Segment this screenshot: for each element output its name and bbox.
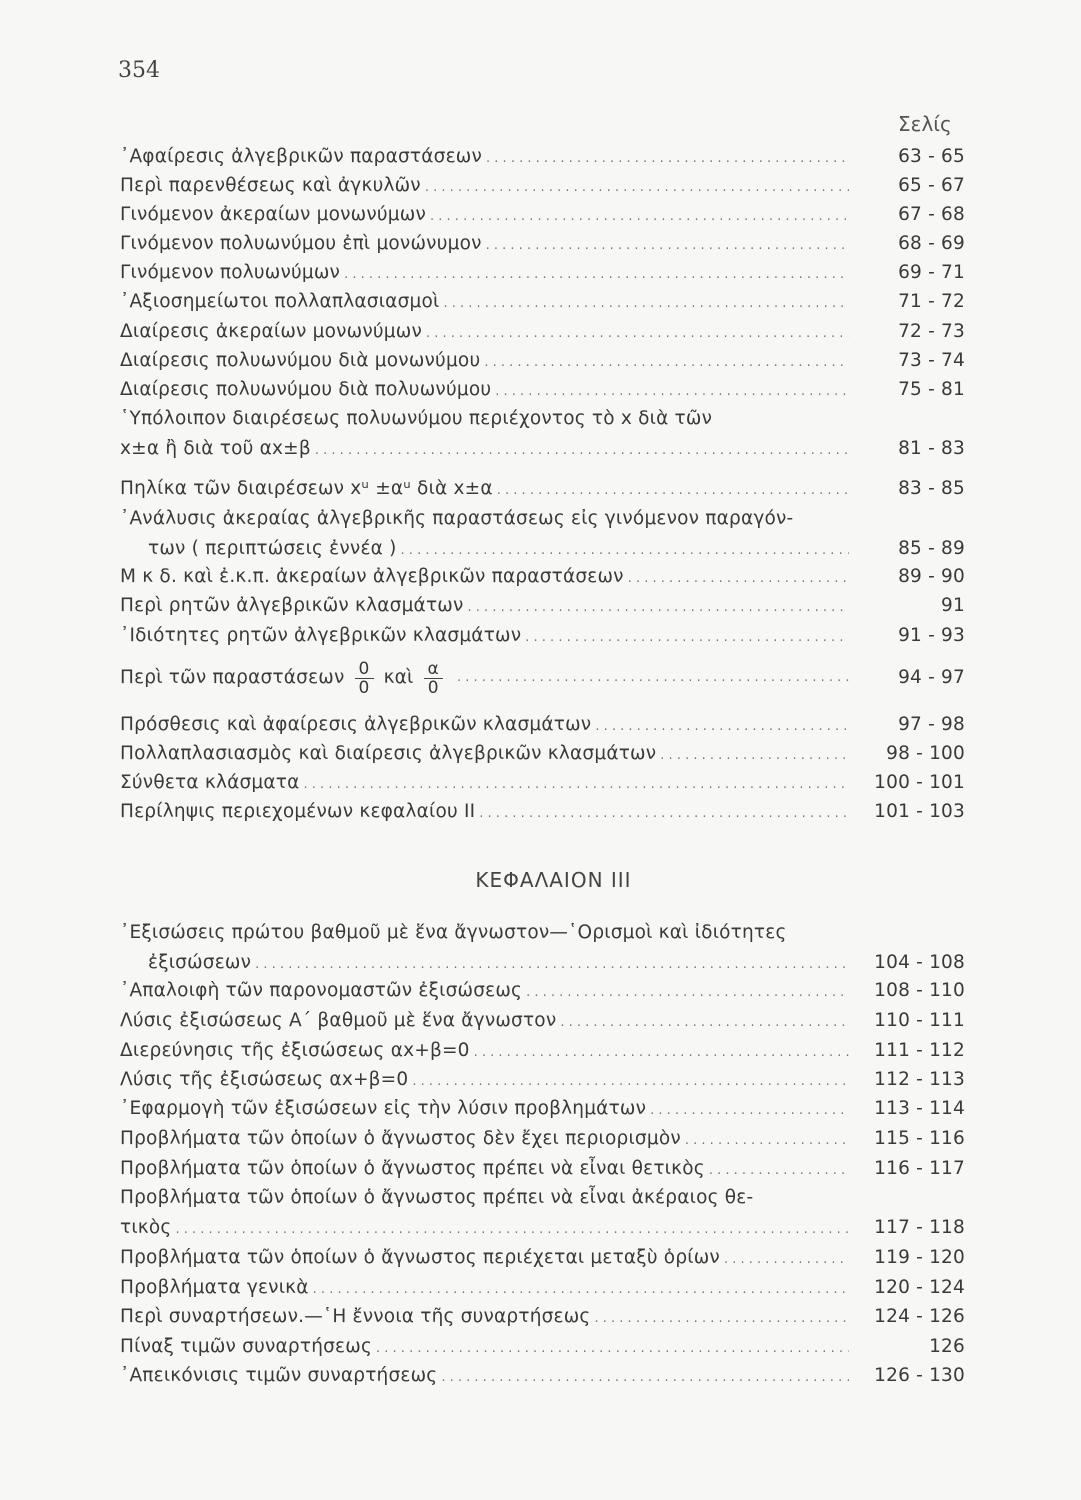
entry-pages: 97 - 98: [898, 714, 965, 735]
entry-pages: 94 - 97: [898, 667, 965, 688]
leader-dots: [457, 664, 849, 692]
fraction-numerator: 0: [355, 660, 374, 679]
leader-dots: [376, 1335, 849, 1363]
leader-dots: [486, 232, 849, 260]
entry-title: Πρόσθεσις καὶ ἀφαίρεσις ἀλγεβρικῶν κλασμάτων: [120, 714, 592, 735]
entry-title: ᾿Απαλοιφὴ τῶν παρονομαστῶν ἐξισώσεως: [120, 980, 523, 1001]
entry-pages: 108 - 110: [874, 980, 965, 1001]
leader-dots: [497, 477, 849, 505]
toc-entry: [120, 1037, 965, 1065]
toc-entry: [120, 1274, 965, 1302]
column-header-pages: Σελίς: [898, 112, 952, 136]
entry-pages: 112 - 113: [874, 1069, 965, 1090]
entry-title: Λύσις τῆς ἐξισώσεως αx+β=0: [120, 1069, 409, 1090]
leader-dots: [426, 320, 849, 348]
leader-dots: [175, 1216, 849, 1244]
toc-entry: [120, 656, 965, 700]
entry-title: Γινόμενον πολυωνύμου ἐπὶ μονώνυμον: [120, 233, 482, 254]
entry-pages: 91: [941, 595, 965, 616]
entry-title: Γινόμενον πολυωνύμων: [120, 262, 341, 283]
entry-title: Περὶ παρενθέσεως καὶ ἀγκυλῶν: [120, 175, 421, 196]
leader-dots: [479, 800, 849, 828]
toc-entry: [120, 259, 965, 287]
entry-title: Γινόμενον ἀκεραίων μονωνύμων: [120, 204, 427, 225]
toc-entry: [120, 1155, 965, 1183]
entry-pages: 126: [929, 1336, 965, 1357]
toc-entry: [120, 143, 965, 171]
entry-title-conjunction: καὶ: [383, 667, 414, 688]
entry-pages: 85 - 89: [898, 538, 965, 559]
entry-title: τικὸς: [120, 1217, 172, 1238]
toc-entry: [120, 1244, 965, 1272]
entry-title: Διαίρεσις πολυωνύμου διὰ πολυωνύμου: [120, 379, 492, 400]
leader-dots: [443, 290, 849, 318]
fraction-denominator: 0: [427, 677, 439, 698]
toc-entry: [120, 1125, 965, 1153]
entry-title: Πηλίκα τῶν διαιρέσεων xᵘ ±αᵘ διὰ x±α: [120, 478, 493, 499]
entry-pages: 63 - 65: [898, 146, 965, 167]
entry-title-line1: ᾿Ανάλυσις ἀκεραίας ἀλγεβρικῆς παραστάσεως εἰς γινόμενον παραγόν-: [120, 508, 794, 529]
entry-title: Περὶ τῶν παραστάσεων: [120, 667, 345, 688]
leader-dots: [430, 203, 849, 231]
entry-title: ἐξισώσεων: [148, 952, 252, 973]
entry-title-line1: Προβλήματα τῶν ὁποίων ὁ ἄγνωστος πρέπει νὰ εἶναι ἀκέραιος θε-: [120, 1187, 754, 1208]
toc-entry: [120, 172, 965, 200]
fraction-alpha-over-zero: [424, 660, 443, 697]
toc-entry: [120, 288, 965, 316]
toc-entry: [120, 347, 965, 375]
leader-dots: [412, 1068, 849, 1096]
entry-title: Προβλήματα τῶν ὁποίων ὁ ἄγνωστος περιέχεται μεταξὺ ὁρίων: [120, 1247, 720, 1268]
entry-pages: 104 - 108: [874, 952, 965, 973]
leader-dots: [660, 742, 849, 770]
fraction-denominator: 0: [358, 677, 370, 698]
leader-dots: [315, 437, 849, 465]
entry-title: Διαίρεσις ἀκεραίων μονωνύμων: [120, 321, 422, 342]
leader-dots: [709, 1157, 849, 1185]
entry-pages: 73 - 74: [898, 350, 965, 371]
toc-entry: [120, 798, 965, 826]
fraction-numerator: α: [424, 660, 443, 679]
entry-title: Διερεύνησις τῆς ἐξισώσεως αx+β=0: [120, 1040, 470, 1061]
leader-dots: [468, 594, 849, 622]
entry-title: Περὶ συναρτήσεων.—῾Η ἔννοια τῆς συναρτήσεως: [120, 1306, 591, 1327]
entry-pages: 89 - 90: [898, 566, 965, 587]
toc-entry: [120, 201, 965, 229]
leader-dots: [525, 624, 849, 652]
leader-dots: [495, 378, 849, 406]
toc-entry: [120, 769, 965, 797]
entry-title: Περὶ ρητῶν ἀλγεβρικῶν κλασμάτων: [120, 595, 464, 616]
leader-dots: [595, 1305, 850, 1333]
entry-pages: 101 - 103: [874, 801, 965, 822]
entry-pages: 65 - 67: [898, 175, 965, 196]
entry-title: x±α ἢ διὰ τοῦ αx±β: [120, 438, 311, 459]
toc-entry: [120, 505, 965, 563]
entry-pages: 72 - 73: [898, 321, 965, 342]
entry-pages: 119 - 120: [874, 1247, 965, 1268]
leader-dots: [595, 713, 849, 741]
page-number: 354: [118, 58, 160, 83]
entry-pages: 110 - 111: [874, 1010, 965, 1031]
toc-entry: [120, 475, 965, 503]
entry-pages: 83 - 85: [898, 478, 965, 499]
leader-dots: [486, 145, 849, 173]
leader-dots: [650, 1097, 849, 1125]
entry-title: Περίληψις περιεχομένων κεφαλαίου II: [120, 801, 476, 822]
entry-title: ᾿Αξιοσημείωτοι πολλαπλασιασμοὶ: [120, 291, 440, 312]
toc-entry: [120, 1066, 965, 1094]
leader-dots: [255, 951, 849, 979]
entry-pages: 111 - 112: [874, 1040, 965, 1061]
leader-dots: [474, 1039, 849, 1067]
leader-dots: [313, 1276, 849, 1304]
entry-pages: 120 - 124: [874, 1277, 965, 1298]
toc-entry: [120, 622, 965, 650]
toc-entry: [120, 1333, 965, 1361]
entry-title: Προβλήματα τῶν ὁποίων ὁ ἄγνωστος πρέπει νὰ εἶναι θετικὸς: [120, 1158, 705, 1179]
entry-title: Διαίρεσις πολυωνύμου διὰ μονωνύμου: [120, 350, 481, 371]
entry-pages: 126 - 130: [874, 1365, 965, 1386]
entry-pages: 98 - 100: [886, 743, 965, 764]
leader-dots: [441, 1364, 849, 1392]
toc-entry: [120, 1362, 965, 1390]
entry-title: Λύσις ἐξισώσεως Α΄ βαθμοῦ μὲ ἕνα ἄγνωστον: [120, 1010, 557, 1031]
toc-entry: [120, 1303, 965, 1331]
entry-title: Προβλήματα τῶν ὁποίων ὁ ἄγνωστος δὲν ἔχει περιορισμὸν: [120, 1128, 681, 1149]
leader-dots: [344, 261, 849, 289]
entry-title: Προβλήματα γενικὰ: [120, 1277, 309, 1298]
entry-title: ᾿Αφαίρεσις ἀλγεβρικῶν παραστάσεων: [120, 146, 483, 167]
fraction-zero-over-zero: [355, 660, 374, 697]
entry-title: Σύνθετα κλάσματα: [120, 772, 300, 793]
entry-pages: 67 - 68: [898, 204, 965, 225]
entry-title: των ( περιπτώσεις ἐννέα ): [148, 538, 397, 559]
toc-entry: [120, 592, 965, 620]
entry-pages: 81 - 83: [898, 438, 965, 459]
entry-title: Πίναξ τιμῶν συναρτήσεως: [120, 1336, 373, 1357]
toc-entry: [120, 977, 965, 1005]
entry-pages: 69 - 71: [898, 262, 965, 283]
toc-entry: [120, 740, 965, 768]
leader-dots: [425, 174, 849, 202]
toc-entry: [120, 1007, 965, 1035]
toc-entry: [120, 376, 965, 404]
entry-title: Μ κ δ. καὶ ἐ.κ.π. ἀκεραίων ἀλγεβρικῶν παραστάσεων: [120, 566, 624, 587]
chapter-heading: ΚΕΦΑΛΑΙΟΝ III: [475, 868, 632, 892]
toc-entry: [120, 230, 965, 258]
entry-pages: 117 - 118: [874, 1217, 965, 1238]
entry-pages: 71 - 72: [898, 291, 965, 312]
entry-pages: 75 - 81: [898, 379, 965, 400]
leader-dots: [304, 771, 849, 799]
entry-title: ᾿Εφαρμογὴ τῶν ἐξισώσεων εἰς τὴν λύσιν προβλημάτων: [120, 1098, 647, 1119]
toc-entry: [120, 1095, 965, 1123]
leader-dots: [526, 979, 849, 1007]
entry-title-line1: ῾Υπόλοιπον διαιρέσεως πολυωνύμου περιέχοντος τὸ x διὰ τῶν: [120, 408, 713, 429]
entry-pages: 100 - 101: [874, 772, 965, 793]
entry-title: Πολλαπλασιασμὸς καὶ διαίρεσις ἀλγεβρικῶν κλασμάτων: [120, 743, 657, 764]
leader-dots: [724, 1246, 849, 1274]
entry-pages: 91 - 93: [898, 625, 965, 646]
entry-title-line1: ᾿Εξισώσεις πρώτου βαθμοῦ μὲ ἕνα ἄγνωστον—῾Ορισμοὶ καὶ ἰδιότητες: [120, 922, 787, 943]
entry-pages: 116 - 117: [874, 1158, 965, 1179]
leader-dots: [484, 349, 849, 377]
toc-entry: [120, 711, 965, 739]
toc-entry: [120, 1184, 965, 1242]
leader-dots: [628, 565, 849, 593]
toc-entry: [120, 405, 965, 463]
leader-dots: [560, 1009, 849, 1037]
entry-pages: 124 - 126: [874, 1306, 965, 1327]
toc-entry: [120, 563, 965, 591]
leader-dots: [401, 537, 849, 565]
entry-title: ᾿Ιδιότητες ρητῶν ἀλγεβρικῶν κλασμάτων: [120, 625, 522, 646]
entry-title: ᾿Απεικόνισις τιμῶν συναρτήσεως: [120, 1365, 438, 1386]
leader-dots: [685, 1127, 849, 1155]
toc-entry: [120, 318, 965, 346]
toc-entry: [120, 919, 965, 977]
entry-pages: 113 - 114: [874, 1098, 965, 1119]
entry-pages: 115 - 116: [874, 1128, 965, 1149]
entry-pages: 68 - 69: [898, 233, 965, 254]
